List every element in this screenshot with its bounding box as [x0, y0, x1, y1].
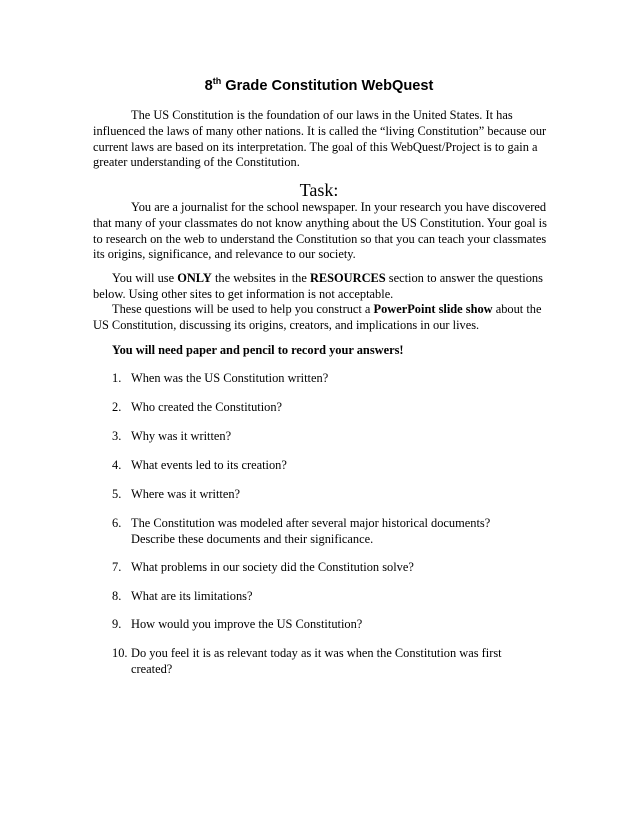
question-number: 7.	[112, 560, 122, 574]
resources-only-emphasis: ONLY	[177, 271, 212, 285]
title-text: Grade Constitution WebQuest	[221, 78, 434, 94]
question-number: 8.	[112, 589, 122, 603]
question-text: Where was it written?	[131, 487, 241, 501]
paper-pencil-note: You will need paper and pencil to record your answers!	[112, 343, 404, 357]
question-number: 9.	[112, 617, 122, 631]
question-text: What problems in our society did the Constitution solve?	[131, 560, 414, 574]
powerpoint-paragraph	[93, 302, 548, 334]
resources-text-c: the websites in the	[211, 271, 310, 285]
question-number: 4.	[112, 458, 122, 472]
question-number: 6.	[112, 516, 122, 530]
question-number: 10.	[112, 646, 128, 660]
task-heading: Task:	[299, 180, 339, 200]
resources-text-a: You will use	[112, 271, 178, 285]
question-number: 2.	[112, 400, 122, 414]
question-text: What are its limitations?	[131, 589, 253, 603]
title-grade-number: 8	[204, 78, 213, 94]
question-text: Do you feel it is as relevant today as it was when the Constitution was first created?	[131, 646, 502, 676]
question-text: Who created the Constitution?	[131, 400, 283, 414]
question-text: When was the US Constitution written?	[131, 371, 329, 385]
intro-paragraph: The US Constitution is the foundation of our laws in the United States. It has influenced the laws of many other nations. It is called the “living Constitution” because our current laws are based on its interpretation. The goal of this WebQuest/Project is to gain a greater understanding of the Constitution.	[93, 108, 547, 170]
question-text: Why was it written?	[131, 429, 232, 443]
question-number: 3.	[112, 429, 122, 443]
task-paragraph: You are a journalist for the school newspaper. In your research you have discovered that many of your classmates do not know anything about the US Constitution. Your goal is to research on the web to understand the Constitution so that you can teach your classmates its origins, significance, and relevance to our society.	[93, 200, 547, 262]
powerpoint-text-a: These questions will be used to help you construct a	[112, 302, 374, 316]
question-text: How would you improve the US Constitution?	[131, 617, 363, 631]
powerpoint-emphasis: PowerPoint slide show	[373, 302, 493, 316]
resources-text-d: section to answer the questions below. Using other sites to get information is not acceptable.	[93, 271, 543, 301]
title-ordinal-suffix: th	[212, 76, 222, 86]
question-number: 5.	[112, 487, 122, 501]
question-text: The Constitution was modeled after several major historical documents? Describe these documents and their significance.	[131, 516, 491, 546]
question-number: 1.	[112, 371, 122, 385]
resources-paragraph	[93, 271, 548, 303]
powerpoint-text-c: about the US Constitution, discussing its origins, creators, and implications in our lives.	[93, 302, 542, 332]
question-text: What events led to its creation?	[131, 458, 287, 472]
page-title	[0, 77, 638, 95]
resources-section-emphasis: RESOURCES	[309, 271, 386, 285]
